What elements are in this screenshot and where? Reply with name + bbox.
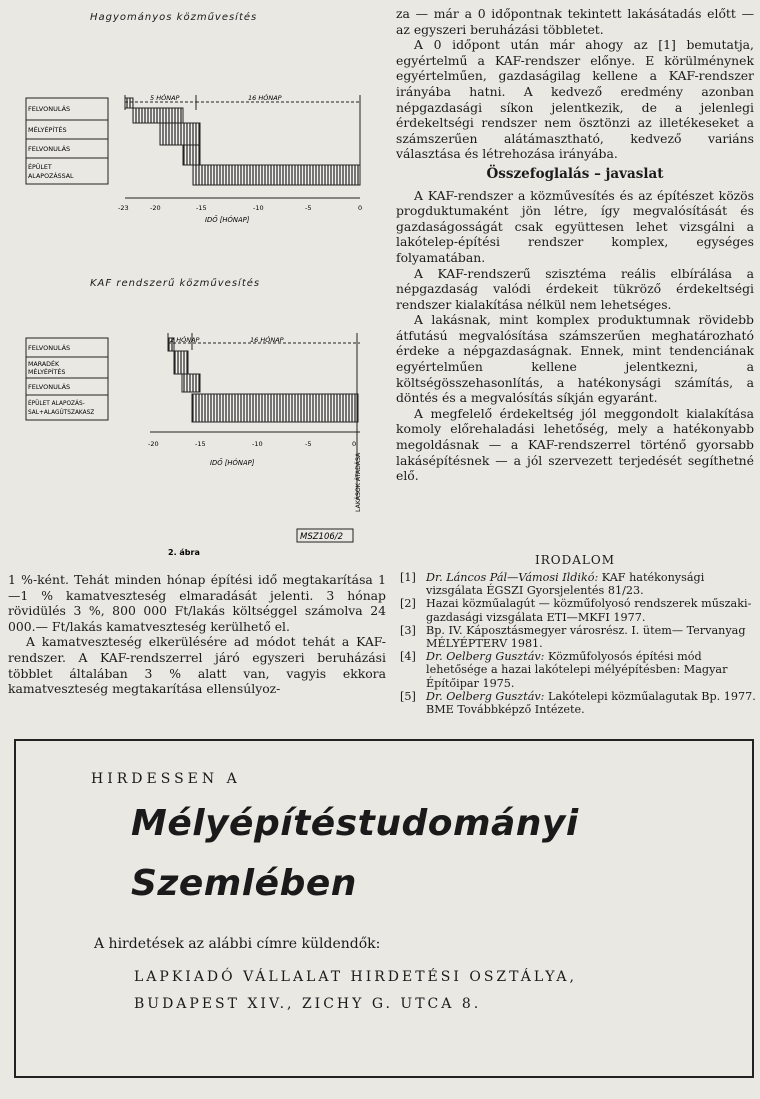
section-heading: Összefoglalás – javaslat — [486, 165, 664, 182]
chart1-span-a: 5 HÓNAP — [150, 94, 180, 102]
paragraph: A lakásnak, mint komplex produktumnak rövidebb átfutású megvalósítása számszerűen meghatározható érdeke a népgazdaságnak. Ennek, mint tendenciának egyértelműen kellene jelentkezni, a költségösszehasonlítás, a hatékonysági számítás, a döntés és a megvalósítás síkján egyaránt. — [396, 312, 754, 406]
chart2 — [26, 333, 362, 557]
chart1-tick: -5 — [305, 204, 312, 212]
chart1-title: Hagyományos közművesítés — [90, 12, 258, 23]
advert-instruction: A hirdetések az alábbi címre küldendők: — [94, 936, 381, 952]
bibliography-item: [2] Hazai közműalagút — közműfolyosó rendszerek műszaki-gazdasági vizsgálata ETI—MKFI 1977. — [400, 597, 752, 624]
chart1-tick: -23 — [118, 204, 129, 212]
bibliography-item: [5] Dr. Oelberg Gusztáv: Lakótelepi közműalagutak Bp. 1977. BME Továbbképző Intézete. — [400, 689, 756, 717]
svg-text:ÉPÜLET ALAPOZÁS-: ÉPÜLET ALAPOZÁS- — [28, 401, 85, 407]
chart2-tick: 0 — [352, 440, 357, 448]
bibliography-item: [3] Bp. IV. Káposztásmegyer városrész. I. ütem— Tervanyag MÉLYÉPTERV 1981. — [400, 623, 746, 651]
paragraph: A KAF-rendszerű szisztéma reális elbírálása a népgazdaság valódi érdekeit tükröző érdekeltségi rendszer kialakítása nélkül nem lehetséges. — [396, 265, 754, 312]
paragraph: A kamatveszteség elkerülésére ad módot tehát a KAF-rendszer. A KAF-rendszerrel járó egyszeri beruházási többlet általában 3 % alatt van, vagyis ekkora kamatveszteség megtakarítása ellensúlyoz- — [8, 634, 386, 697]
chart1-tick: -15 — [196, 204, 207, 212]
chart2-tick: -20 — [148, 440, 159, 448]
paragraph: A KAF-rendszer a közművesítés és az építészet közös progduktumaként jön létre, így megvalósítását és gazdaságosságát csak együttesen lehet vizsgálni a lakótelep-építési rendszer komplex, egységes folyamatában. — [396, 187, 754, 265]
advert-top-line: HIRDESSEN A — [91, 771, 241, 787]
chart2-span-a: 2 HÓNAP — [170, 336, 200, 344]
chart1 — [26, 93, 362, 224]
chart2-tick: -15 — [195, 440, 206, 448]
figure-stamp: MSZ106/2 — [300, 532, 344, 542]
bibliography-heading: IRODALOM — [535, 553, 615, 567]
chart1-span-b: 16 HÓNAP — [248, 94, 282, 102]
advert-title-line-1: Mélyépítéstudományi — [131, 803, 579, 844]
gantt-figure — [0, 0, 390, 560]
chart2-title: KAF rendszerű közművesítés — [90, 278, 261, 289]
chart1-row-label: FELVONULÁS — [28, 105, 71, 113]
chart2-row-label: FELVONULÁS — [28, 344, 71, 352]
paragraph: 1 %-ként. Tehát minden hónap építési idő megtakarítása 1—1 % kamatveszteség elmaradását jelenti. 3 hónap rövidülés 3 %, 800 000 Ft/lakás költséggel számolva 24 000.— Ft/lakás kamatveszteség kerülhető el. — [8, 572, 386, 634]
chart2-axis-label: IDŐ [HÓNAP] — [210, 459, 255, 467]
svg-text:ALAPOZÁSSAL: ALAPOZÁSSAL — [28, 173, 74, 180]
figure-caption: 2. ábra — [168, 548, 200, 557]
left-column — [8, 572, 386, 697]
right-column — [396, 6, 754, 484]
advert-address-line-1: LAPKIADÓ VÁLLALAT HIRDETÉSI OSZTÁLYA, — [134, 969, 577, 985]
bibliography-item: [4] Dr. Oelberg Gusztáv: Közműfolyosós építési mód lehetősége a hazai lakótelepi mélyépítésben: Magyar Építőipar 1975. — [400, 650, 728, 690]
chart2-row-label: FELVONULÁS — [28, 383, 71, 391]
svg-text:SAL+ALAGÚTSZAKASZ: SAL+ALAGÚTSZAKASZ — [28, 410, 95, 416]
bibliography-list — [400, 571, 756, 716]
chart1-axis-label: IDŐ [HÓNAP] — [205, 216, 250, 224]
paragraph: A 0 időpont után már ahogy az [1] bemutatja, egyértelmű a KAF-rendszer előnye. E körülménynek egyértelműen, gazdaságilag kellene a KAF-rendszer irányába hatni. A kedvező eredmény azonban népgazdasági síkon jelentkezik, de a jelenlegi érdekeltségi rendszer nem ösztönzi az illetékeseket a számszerűen alátámasztható, kedvező variáns választása és létrehozása irányába. — [396, 37, 754, 162]
chart2-span-b: 16 HÓNAP — [250, 336, 284, 344]
chart1-tick: -10 — [253, 204, 264, 212]
chart1-tick: -20 — [150, 204, 161, 212]
svg-text:ÉPÜLET: ÉPÜLET — [28, 164, 52, 171]
chart2-tick: -5 — [305, 440, 312, 448]
bibliography-item: [1] Dr. Láncos Pál—Vámosi Ildikó: KAF hatékonysági vizsgálata ÉGSZI Gyorsjelentés 81/23. — [400, 571, 705, 598]
paragraph: A megfelelő érdekeltség jól meggondolt kialakítása komoly előrehaladási lehetőség, mely a hatékonyabb megoldásnak — a KAF-rendszerrel történő gyorsabb lakásépítésnek — a jól szervezett terjedését segíthetné elő. — [396, 405, 754, 484]
paragraph: za — már a 0 időpontnak tekintett lakásátadás előtt — az egyszeri beruházási többletet. — [396, 6, 754, 37]
svg-text:MÉLYÉPÍTÉS: MÉLYÉPÍTÉS — [28, 369, 66, 376]
chart2-tick: -10 — [252, 440, 263, 448]
advert-title-line-2: Szemlében — [131, 863, 357, 904]
chart1-tick: 0 — [358, 204, 363, 212]
svg-text:MARADÉK: MARADÉK — [28, 361, 60, 368]
chart1-row-label: MÉLYÉPÍTÉS — [28, 126, 67, 134]
advert-address-line-2: BUDAPEST XIV., ZICHY G. UTCA 8. — [134, 996, 482, 1012]
advertisement-box — [14, 739, 754, 1078]
chart2-vertical-label: LAKÁSOK ÁTADÁSA — [355, 452, 362, 512]
chart1-row-label: FELVONULÁS — [28, 145, 71, 153]
